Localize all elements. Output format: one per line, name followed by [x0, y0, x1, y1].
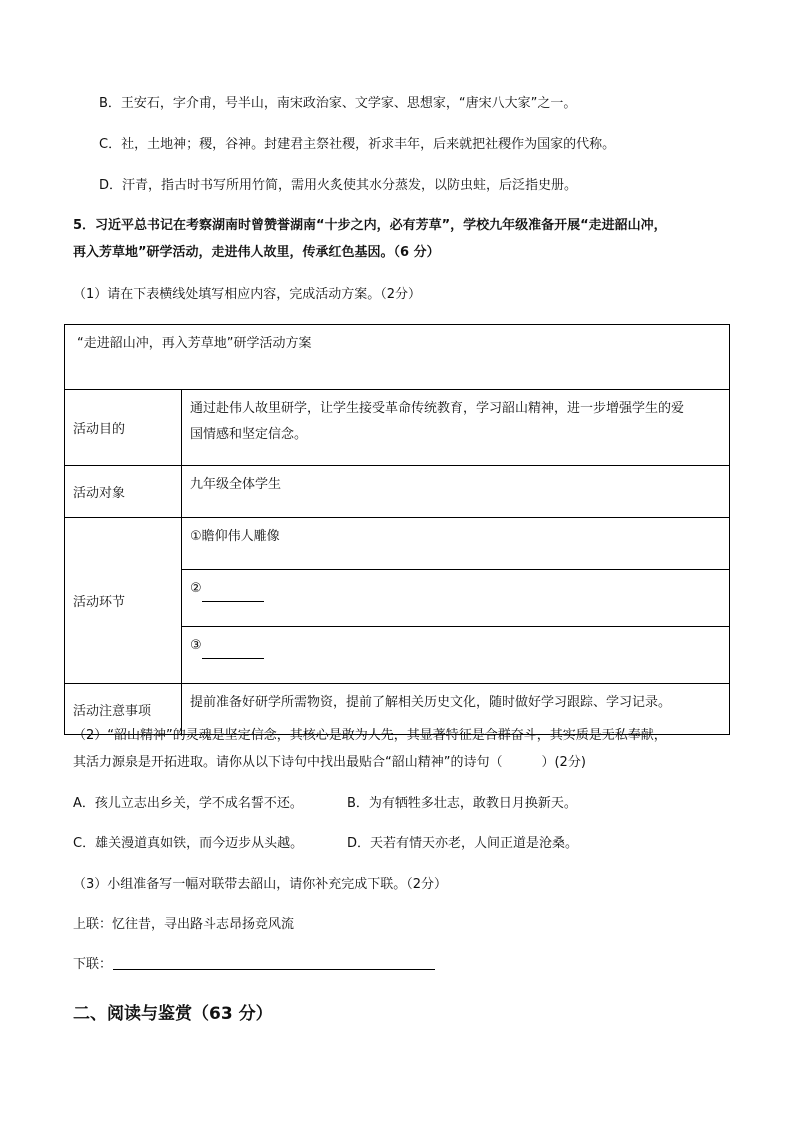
question-5-stem-line2: 再入芳草地”研学活动，走进伟人故里，传承红色基因。（6 分）: [73, 245, 440, 260]
option-a-poem: A．孩儿立志出乡关，学不成名誓不还。: [73, 796, 303, 811]
step-3-row: [182, 627, 730, 684]
target-label: 活动对象: [65, 466, 182, 518]
option-b-text: B．王安石，字介甫，号半山，南宋政治家、文学家、思想家，“唐宋八大家”之一。: [99, 96, 577, 111]
section-heading: 二、阅读与鉴赏（63 分）: [73, 1004, 273, 1024]
step-2-row: [182, 570, 730, 627]
option-d-poem: D．天若有情天亦老，人间正道是沧桑。: [347, 836, 579, 851]
purpose-content: [182, 390, 730, 466]
option-d-text: D．汗青，指古时书写所用竹简，需用火炙使其水分蒸发，以防虫蛀，后泛指史册。: [99, 178, 578, 193]
notes-label: 活动注意事项: [65, 684, 182, 735]
table-title: “走进韶山冲，再入芳草地”研学活动方案: [65, 325, 730, 390]
lower-couplet-label: 下联：: [73, 957, 113, 972]
sub-question-3: （3）小组准备写一幅对联带去韶山，请你补充完成下联。（2分）: [73, 877, 448, 892]
sub-question-2-line2: 其活力源泉是开拓进取。请你从以下诗句中找出最贴合“韶山精神”的诗句（ ）(2分): [73, 755, 586, 770]
purpose-line-1: 通过赴伟人故里研学，让学生接受革命传统教育，学习韶山精神，进一步增强学生的爱: [190, 401, 685, 416]
step-3-blank[interactable]: [202, 644, 264, 659]
activity-plan-table: [64, 324, 730, 735]
option-c-poem: C．雄关漫道真如铁，而今迈步从头越。: [73, 836, 304, 851]
sub-question-1: （1）请在下表横线处填写相应内容，完成活动方案。（2分）: [73, 287, 422, 302]
purpose-label: 活动目的: [65, 390, 182, 466]
option-c-text: C．社，土地神；稷，谷神。封建君主祭社稷，祈求丰年，后来就把社稷作为国家的代称。: [99, 137, 616, 152]
step-2-blank[interactable]: [202, 587, 264, 602]
option-b-poem: B．为有牺牲多壮志，敢教日月换新天。: [347, 796, 577, 811]
step-2-label: ②: [190, 581, 202, 596]
upper-couplet: 上联：忆往昔，寻出路斗志昂扬竞风流: [73, 917, 295, 932]
steps-label: 活动环节: [65, 518, 182, 684]
notes-value: 提前准备好研学所需物资，提前了解相关历史文化，随时做好学习跟踪、学习记录。: [182, 684, 730, 735]
question-5-stem-line1: 5．习近平总书记在考察湖南时曾赞誉湖南“十步之内，必有芳草”，学校九年级准备开展“走进韶山冲，: [73, 218, 667, 233]
lower-couplet-answer-line[interactable]: [113, 969, 435, 970]
step-3-label: ③: [190, 638, 202, 653]
purpose-line-2: 国情感和坚定信念。: [190, 427, 308, 442]
target-value: 九年级全体学生: [182, 466, 730, 518]
sub-question-2-line1: （2）“韶山精神”的灵魂是坚定信念，其核心是敢为人先，其显著特征是合群奋斗，其实质是无私奉献，: [73, 728, 667, 743]
step-1: ①瞻仰伟人雕像: [182, 518, 730, 570]
